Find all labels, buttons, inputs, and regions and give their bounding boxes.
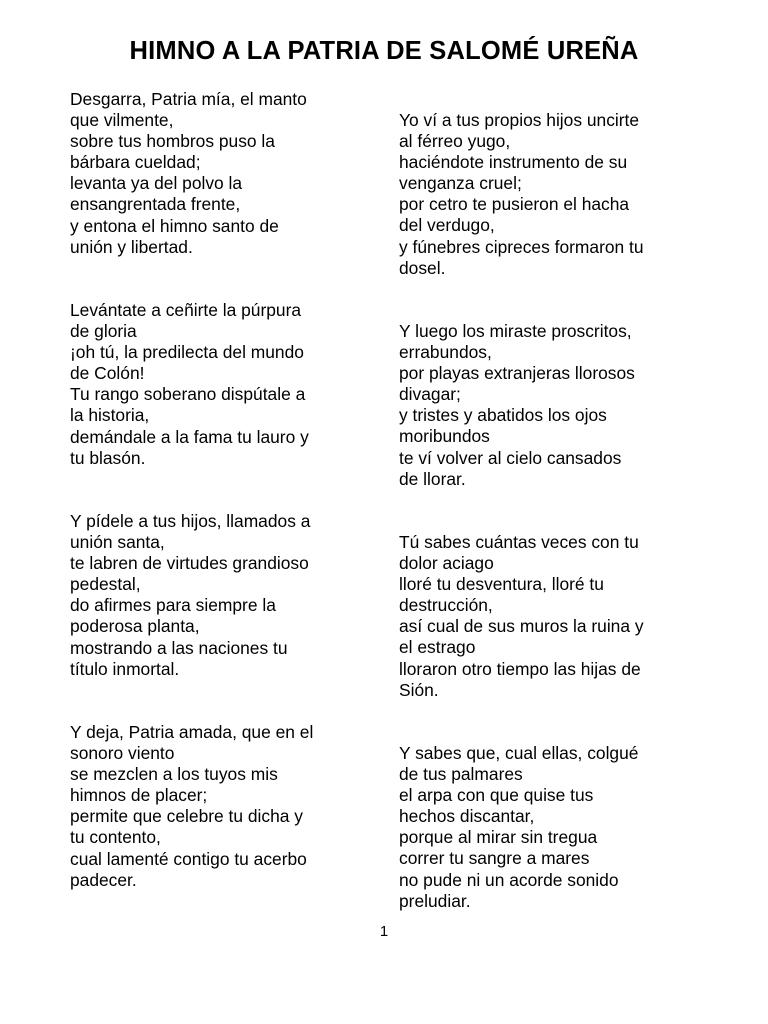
stanza-left-1 [70,89,380,258]
verse-line: y tristes y abatidos los ojos [399,405,607,426]
verse-line: dolor aciago [399,553,494,574]
verse-line: Sión. [399,679,439,700]
verse-line: preludiar. [399,890,471,911]
verse-line: lloraron otro tiempo las hijas de [399,658,641,679]
stanza-right-3 [399,532,709,701]
verse-line: y fúnebres cipreces formaron tu [399,236,644,257]
verse-line: mostrando a las naciones tu [70,637,288,658]
verse-line: del verdugo, [399,215,495,236]
verse-line: Tu rango soberano dispútale a [70,384,306,405]
stanza-right-2 [399,321,709,490]
verse-line: haciéndote instrumento de su [399,152,628,173]
verse-line: sonoro viento [70,743,175,764]
verse-line: el arpa con que quise tus [399,785,594,806]
verse-line: así cual de sus muros la ruina y [399,616,644,637]
verse-line: lloré tu desventura, lloré tu [399,574,604,595]
verse-line: Y pídele a tus hijos, llamados a [70,511,311,531]
verse-line: errabundos, [399,342,492,363]
verse-line: himnos de placer; [70,785,208,806]
verse-line: moribundos [399,426,490,447]
verse-line: Tú sabes cuántas veces con tu [399,532,639,552]
verse-line: de tus palmares [399,764,523,785]
verse-line: divagar; [399,384,461,405]
verse-line: y entona el himno santo de [70,215,279,236]
verse-line: ensangrentada frente, [70,194,241,215]
verse-line: permite que celebre tu dicha y [70,806,303,827]
verse-line: bárbara cueldad; [70,152,201,173]
stanza-right-4 [399,743,709,912]
stanza-right-1 [399,110,709,279]
verse-line: sobre tus hombros puso la [70,131,275,152]
verse-line: unión y libertad. [70,236,193,257]
verse-line: se mezclen a los tuyos mis [70,764,278,785]
stanza-left-3 [70,511,380,680]
verse-line: dosel. [399,257,446,278]
verse-line: de llorar. [399,468,466,489]
verse-line: al férreo yugo, [399,131,511,152]
verse-line: Desgarra, Patria mía, el manto [70,89,307,109]
verse-line: te labren de virtudes grandioso [70,553,309,574]
verse-line: de gloria [70,321,137,342]
document-title: HIMNO A LA PATRIA DE SALOMÉ UREÑA [129,37,639,65]
verse-line: tu contento, [70,827,161,848]
verse-line: Y luego los miraste proscritos, [399,321,632,341]
stanza-left-2 [70,300,380,469]
verse-line: levanta ya del polvo la [70,173,243,194]
verse-line: Levántate a ceñirte la púrpura [70,300,302,320]
verse-line: pedestal, [70,574,141,595]
verse-line: correr tu sangre a mares [399,848,590,869]
verse-line: venganza cruel; [399,173,522,194]
verse-line: demándale a la fama tu lauro y [70,426,309,447]
verse-line: que vilmente, [70,110,174,131]
verse-line: poderosa planta, [70,616,200,637]
verse-line: te ví volver al cielo cansados [399,447,622,468]
verse-line: tu blasón. [70,447,146,468]
verse-line: Y deja, Patria amada, que en el [70,722,314,742]
stanza-left-4 [70,722,380,891]
verse-line: destrucción, [399,595,493,616]
verse-line: el estrago [399,637,476,658]
verse-line: padecer. [70,869,137,890]
verse-line: Y sabes que, cual ellas, colgué [399,743,639,763]
verse-line: ¡oh tú, la predilecta del mundo [70,342,304,363]
verse-line: do afirmes para siempre la [70,595,276,616]
verse-line: por playas extranjeras llorosos [399,363,635,384]
verse-line: la historia, [70,405,150,426]
verse-line: Yo ví a tus propios hijos uncirte [399,110,640,130]
verse-line: unión santa, [70,532,165,553]
verse-line: por cetro te pusieron el hacha [399,194,630,215]
verse-line: cual lamenté contigo tu acerbo [70,848,307,869]
verse-line: porque al mirar sin tregua [399,827,598,848]
verse-line: de Colón! [70,363,145,384]
verse-line: título inmortal. [70,658,180,679]
page-number: 1 [379,923,389,940]
verse-line: hechos discantar, [399,806,535,827]
verse-line: no pude ni un acorde sonido [399,869,619,890]
